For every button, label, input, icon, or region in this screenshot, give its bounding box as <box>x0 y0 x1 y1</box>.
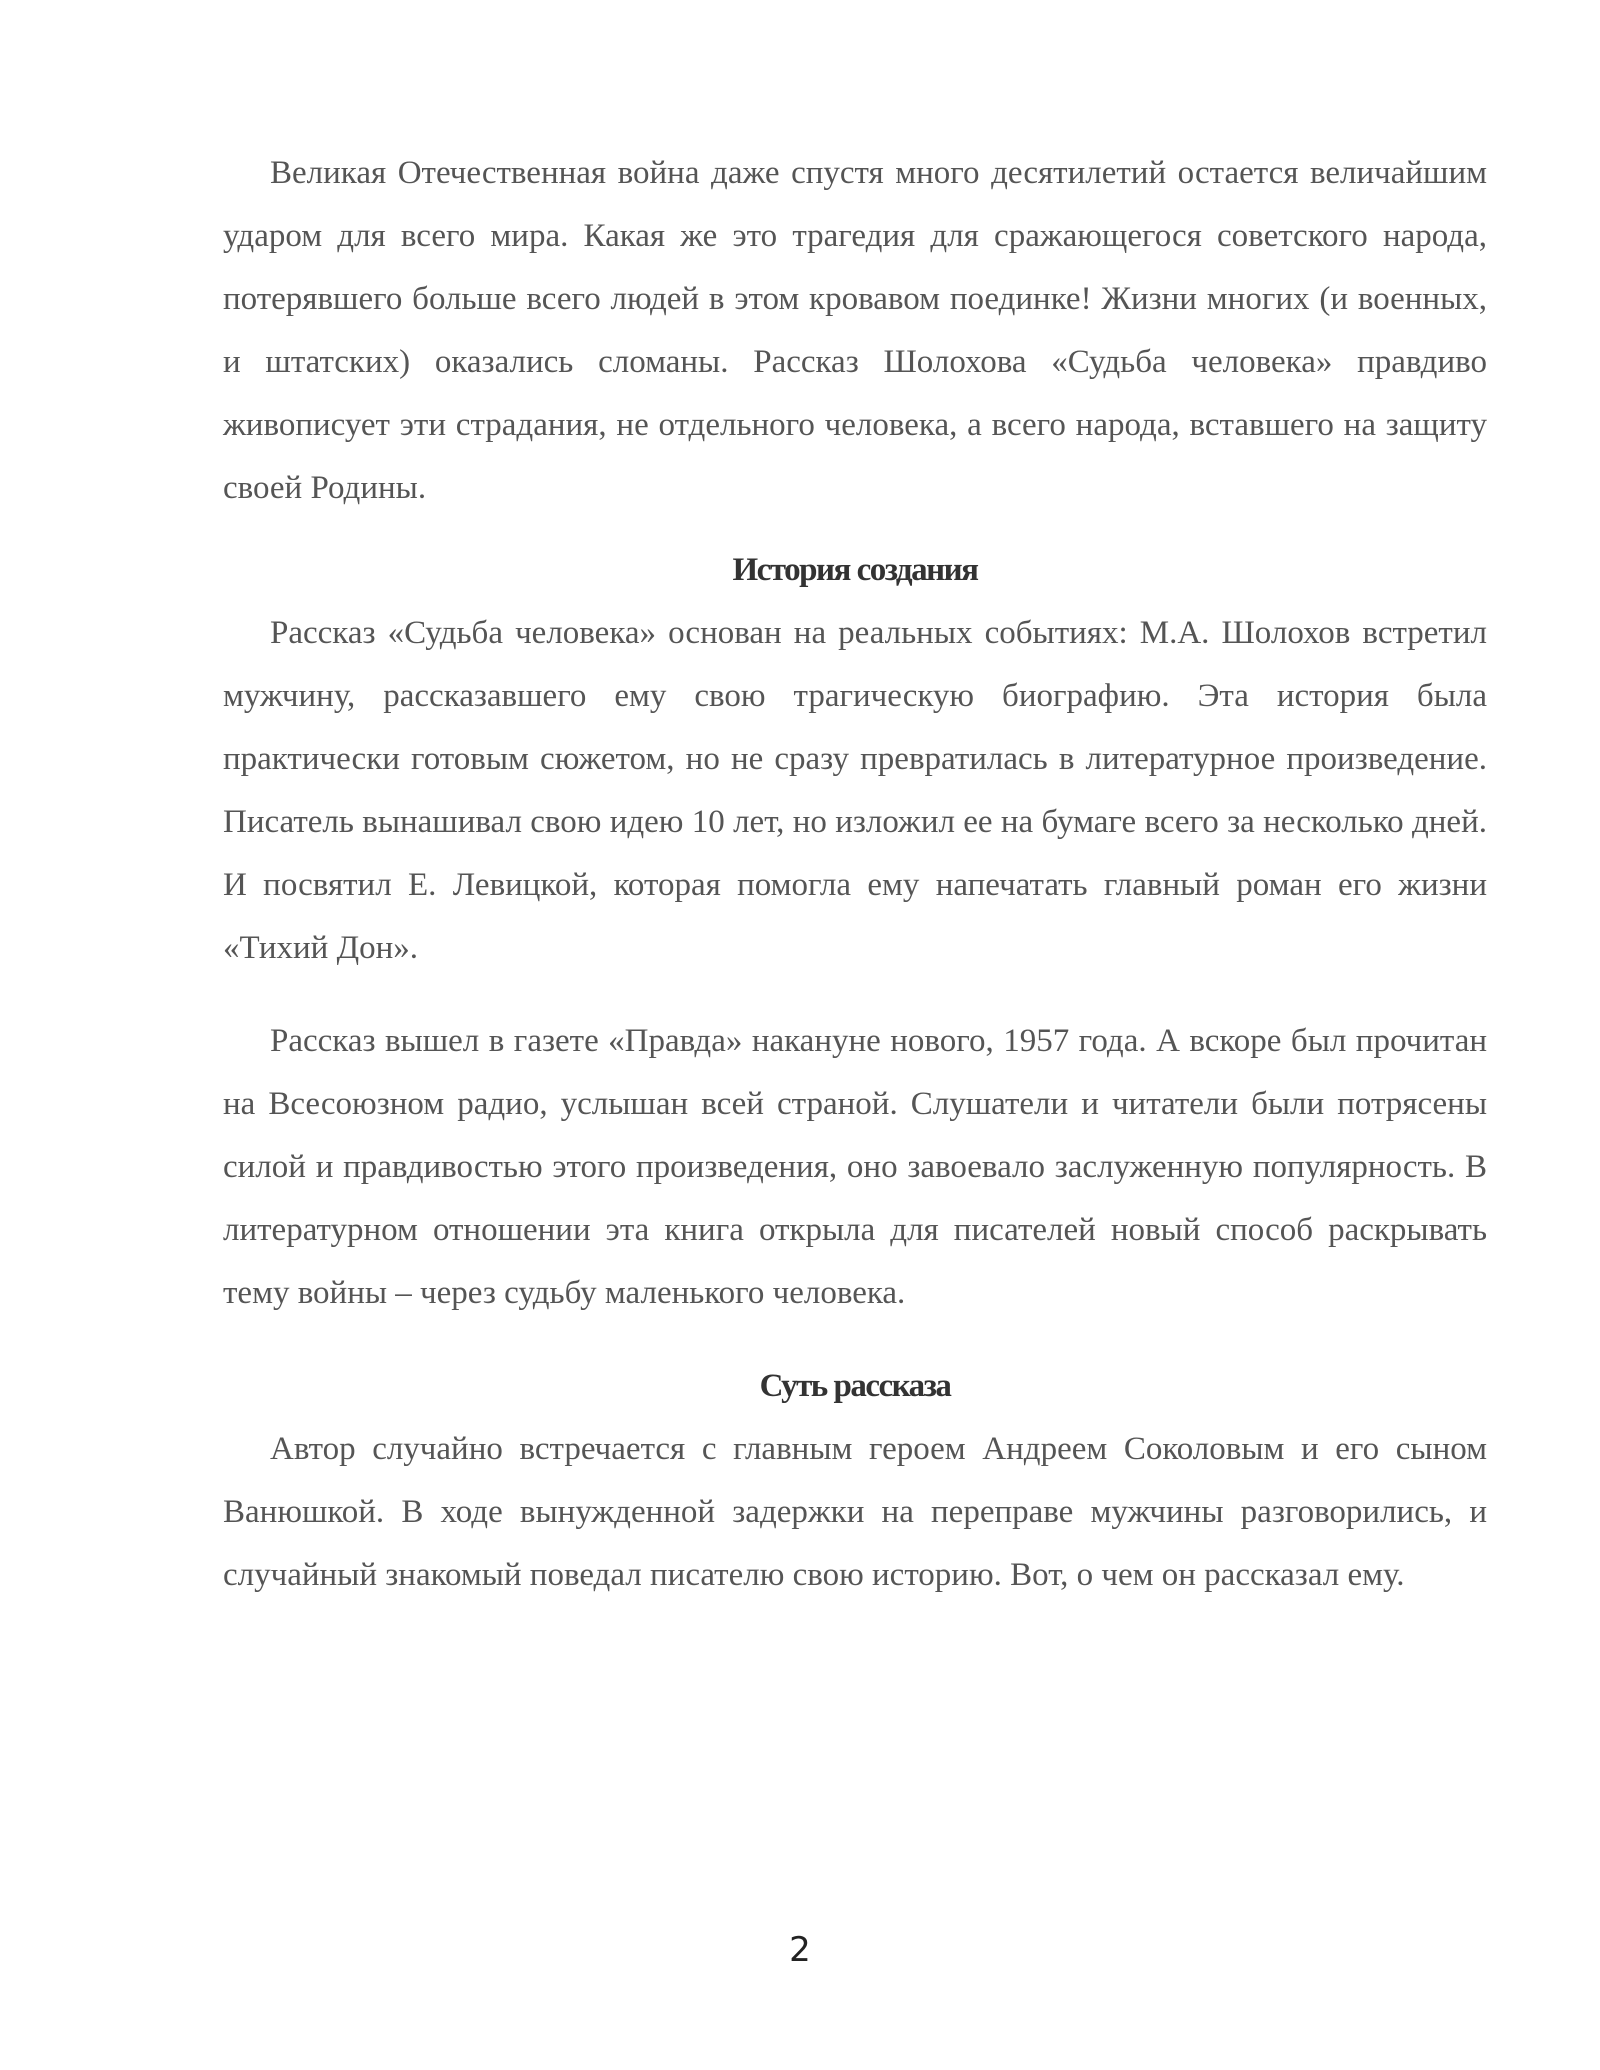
page-number: 2 <box>789 1930 811 1970</box>
section-heading-history: История создания <box>732 552 978 588</box>
history-paragraph-2: Рассказ вышел в газете «Правда» накануне нового, 1957 года. А вскоре был прочитан на Всесоюзном радио, услышан всей страной. Слушатели и читатели были потрясены силой и правдивостью этого произведения, оно завоевало заслуженную популярность. В литературном отношении эта книга открыла для писателей новый способ раскрывать тему войны – через судьбу маленького человека. <box>223 1023 1487 1311</box>
history-paragraph-1: Рассказ «Судьба человека» основан на реальных событиях: М.А. Шолохов встретил мужчину, рассказавшего ему свою трагическую биографию. Эта история была практически готовым сюжетом, но не сразу превратилась в литературное произведение. Писатель вынашивал свою идею 10 лет, но изложил ее на бумаге всего за несколько дней. И посвятил Е. Левицкой, которая помогла ему напечатать главный роман его жизни «Тихий Дон». <box>223 615 1487 966</box>
page-content <box>223 142 1487 1607</box>
intro-paragraph: Великая Отечественная война даже спустя много десятилетий остается величайшим ударом для всего мира. Какая же это трагедия для сражающегося советского народа, потерявшего больше всего людей в этом кровавом поединке! Жизни многих (и военных, и штатских) оказались сломаны. Рассказ Шолохова «Судьба человека» правдиво живописует эти страдания, не отдельного человека, а всего народа, вставшего на защиту своей Родины. <box>223 155 1487 506</box>
essence-paragraph-1: Автор случайно встречается с главным героем Андреем Соколовым и его сыном Ванюшкой. В ходе вынужденной задержки на переправе мужчины разговорились, и случайный знакомый поведал писателю свою историю. Вот, о чем он рассказал ему. <box>223 1431 1487 1593</box>
section-heading-essence: Суть рассказа <box>759 1368 951 1404</box>
